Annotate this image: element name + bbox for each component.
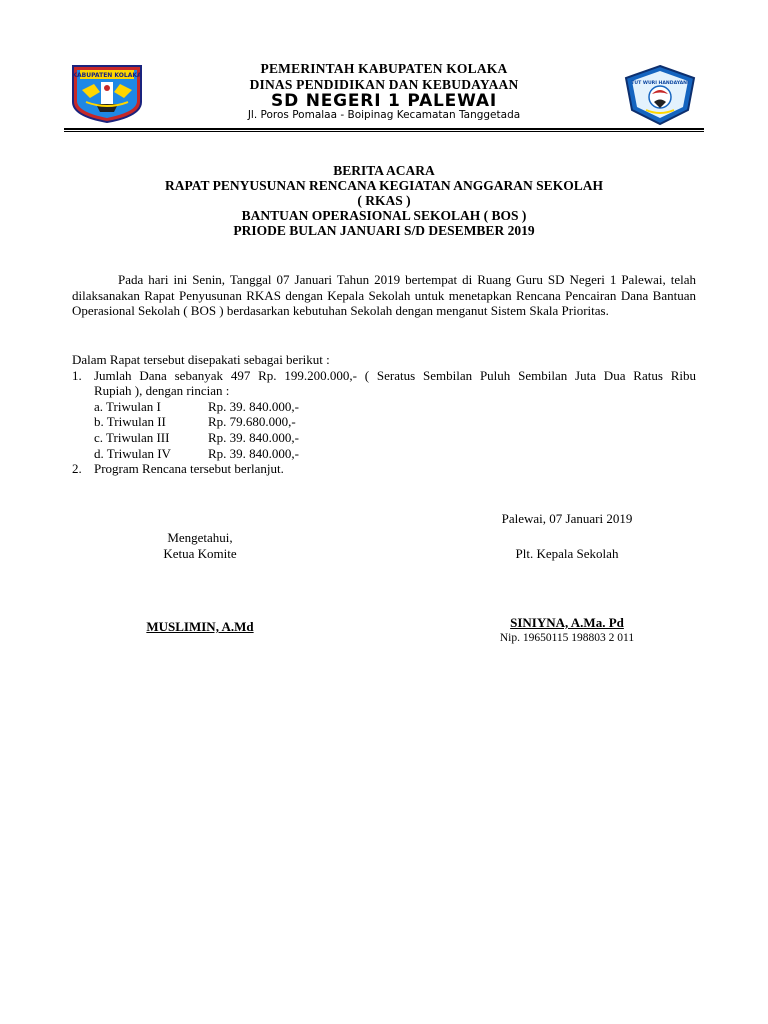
right-signature-name: SINIYNA, A.Ma. Pd xyxy=(510,615,624,630)
left-signature-prefix: Mengetahui, xyxy=(167,530,233,545)
left-signature-role: Ketua Komite xyxy=(163,546,237,561)
header-divider xyxy=(64,128,704,130)
header-divider-thin xyxy=(64,131,704,132)
document-subtitle-period: PRIODE BULAN JANUARI S/D DESEMBER 2019 xyxy=(233,223,535,238)
right-signature-role: Plt. Kepala Sekolah xyxy=(515,546,619,561)
header-school-name: SD NEGERI 1 PALEWAI xyxy=(271,91,497,111)
point-1-number: 1. xyxy=(72,368,82,383)
document-title: BERITA ACARA xyxy=(333,163,435,178)
breakdown-label-q1: a. Triwulan I xyxy=(94,399,161,414)
breakdown-amount-q2: Rp. 79.680.000,- xyxy=(208,414,296,429)
right-signature-nip: Nip. 19650115 198803 2 011 xyxy=(499,632,635,644)
breakdown-label-q4: d. Triwulan IV xyxy=(94,446,171,461)
point-1-line-2: Rupiah ), dengan rincian : xyxy=(94,383,230,398)
opening-paragraph: Pada hari ini Senin, Tanggal 07 Januari Tahun 2019 bertempat di Ruang Guru SD Negeri 1 Palewai, telah dilaksanakan Rapat Penyusunan RKAS dengan Kepala Sekolah untuk menetapkan Rencana Pencairan Dana Bantuan Operasional Sekolah ( BOS ) berdasarkan kebutuhan Sekolah dengan menganut Sistem Skala Prioritas. xyxy=(72,272,696,318)
agreement-intro: Dalam Rapat tersebut disepakati sebagai berikut : xyxy=(72,352,330,367)
document-subtitle-meeting: RAPAT PENYUSUNAN RENCANA KEGIATAN ANGGARAN SEKOLAH xyxy=(165,178,603,193)
point-1-line-1: Jumlah Dana sebanyak 497 Rp. 199.200.000,- ( Seratus Sembilan Puluh Sembilan Juta Dua Ratus Ribu xyxy=(94,368,696,383)
place-date: Palewai, 07 Januari 2019 xyxy=(501,511,633,526)
header-address: Jl. Poros Pomalaa - Boipinag Kecamatan Tanggetada xyxy=(247,109,521,121)
breakdown-amount-q4: Rp. 39. 840.000,- xyxy=(208,446,299,461)
left-signature-name: MUSLIMIN, A.Md xyxy=(146,619,254,634)
point-2-text: Program Rencana tersebut berlanjut. xyxy=(94,461,284,476)
point-2-number: 2. xyxy=(72,461,82,476)
breakdown-label-q2: b. Triwulan II xyxy=(94,414,166,429)
breakdown-amount-q3: Rp. 39. 840.000,- xyxy=(208,430,299,445)
document-subtitle-rkas: ( RKAS ) xyxy=(357,193,411,208)
breakdown-amount-q1: Rp. 39. 840.000,- xyxy=(208,399,299,414)
header-department: DINAS PENDIDIKAN DAN KEBUDAYAAN xyxy=(249,77,519,92)
document-subtitle-bos: BANTUAN OPERASIONAL SEKOLAH ( BOS ) xyxy=(241,208,527,223)
logo-left-text: KABUPATEN KOLAKA xyxy=(72,72,142,79)
header-government: PEMERINTAH KABUPATEN KOLAKA xyxy=(260,61,508,76)
logo-right-text: TUT WURI HANDAYANI xyxy=(631,81,689,86)
breakdown-label-q3: c. Triwulan III xyxy=(94,430,170,445)
